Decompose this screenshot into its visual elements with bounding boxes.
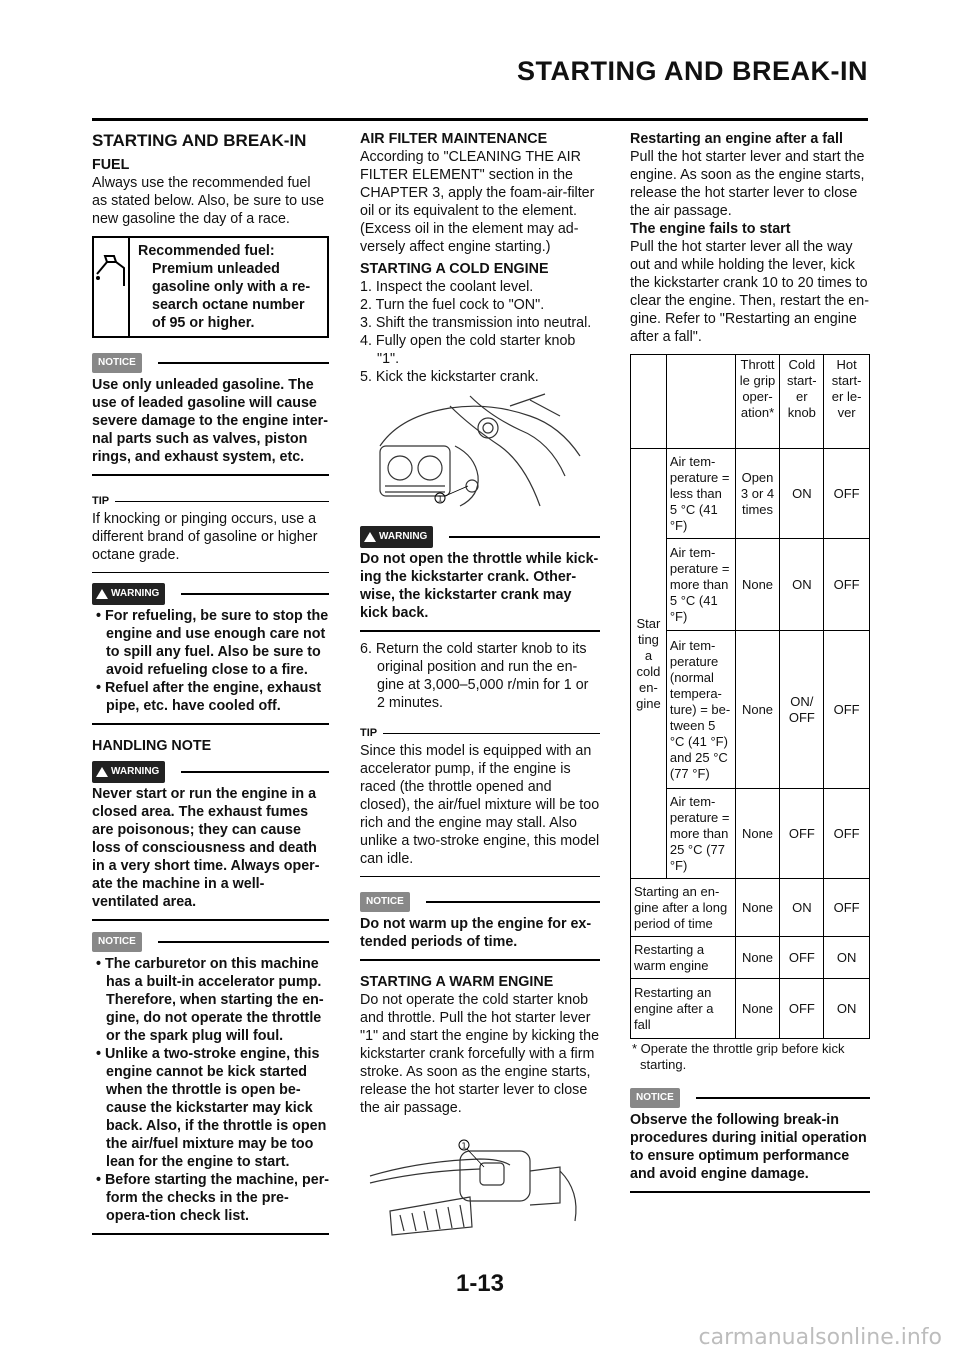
warning-label: WARNING	[111, 766, 160, 777]
warning-header	[92, 763, 329, 781]
table-cell: None	[735, 879, 780, 937]
table-cell: Air tem-perature (normal tempera-ture) = be-tween 5 °C (41 °F) and 25 °C (77 °F)	[666, 631, 735, 789]
step-item: 5. Kick the kickstarter crank.	[360, 369, 539, 385]
hot-starter-lever-figure	[360, 1131, 600, 1241]
notice-text: Use only unleaded gasoline. The use of leaded gasoline will cause severe damage to the engine inter-nal parts such as valves, piston rings, and exhaust system, etc.	[92, 377, 328, 465]
fuel-box-title: Recommended fuel:	[138, 243, 275, 259]
table-row	[631, 539, 870, 631]
warning-triangle-icon	[364, 532, 376, 542]
watermark: carmanualsonline.info	[698, 1325, 942, 1350]
table-cell: Air tem-perature = more than 5 °C (41 °F)	[666, 539, 735, 631]
table-footnote: * Operate the throttle grip before kick starting.	[632, 1041, 845, 1072]
step-item: 1. Inspect the coolant level.	[360, 279, 534, 295]
tip-text: If knocking or pinging occurs, use a different brand of gasoline or higher octane grade.	[92, 511, 318, 563]
cold-starter-knob-figure	[360, 386, 600, 516]
table-cell: OFF	[824, 539, 870, 631]
page-number: 1-13	[455, 1270, 505, 1297]
table-cell: ON	[780, 539, 824, 631]
table-cell: OFF	[780, 937, 824, 979]
table-cell: None	[735, 539, 780, 631]
tip-header	[92, 492, 329, 510]
table-cell: ON	[824, 937, 870, 979]
table-cell: ON	[780, 449, 824, 539]
warning-header	[360, 528, 600, 546]
table-cell: ON	[780, 879, 824, 937]
tip-header	[360, 724, 600, 742]
column-3	[630, 130, 870, 1193]
page-title: STARTING AND BREAK-IN	[517, 56, 868, 86]
table-header-cell: Hot start-er le-ver	[824, 355, 870, 449]
notice-label: NOTICE	[92, 932, 142, 952]
recommended-fuel-box	[92, 236, 329, 338]
column-2	[360, 130, 600, 1241]
table-cell: ON	[824, 979, 870, 1039]
fails-heading: The engine fails to start	[630, 221, 791, 237]
warning-header	[92, 585, 329, 603]
notice-header	[360, 893, 600, 911]
warning-item: • For refueling, be sure to stop the engine and use enough care not to spill any fuel. Also be sure to avoid refueling close to a fire.	[96, 608, 329, 678]
fuel-text: Always use the recommended fuel as stated below. Also, be sure to use new gasoline the day of a race.	[92, 175, 325, 227]
warning-label: WARNING	[111, 588, 160, 599]
table-cell: None	[735, 979, 780, 1039]
notice-text: Do not warm up the engine for ex-tended periods of time.	[360, 916, 592, 950]
warm-engine-text: Do not operate the cold starter knob and throttle. Pull the hot starter lever "1" and start the engine by kicking the kickstarter crank forcefully with a firm stroke. As soon as the engine starts, release the hot starter lever to close the air passage.	[360, 992, 600, 1116]
table-header-cell: Thrott le grip oper-ation*	[735, 355, 780, 449]
table-header-row	[631, 355, 870, 449]
fuel-box-text	[130, 238, 327, 336]
notice-text: Observe the following break-in procedures during initial operation to ensure optimum performance and avoid engine damage.	[630, 1112, 867, 1182]
notice-label: NOTICE	[630, 1088, 680, 1108]
step-item: 4. Fully open the cold starter knob "1".	[360, 333, 576, 367]
table-row	[631, 631, 870, 789]
table-cell: None	[735, 937, 780, 979]
header-rule	[92, 118, 868, 121]
tip-text: Since this model is equipped with an accelerator pump, if the engine is raced (the throttle opened and closed), the air/fuel mixture will be too rich and the engine may stall. Also unlike a two-stroke engine, this model can idle.	[360, 743, 600, 867]
table-cell: None	[735, 631, 780, 789]
warning-triangle-icon	[96, 767, 108, 777]
notice-label: NOTICE	[360, 892, 410, 912]
table-cell: OFF	[780, 979, 824, 1039]
table-cell: Air tem-perature = less than 5 °C (41 °F)	[666, 449, 735, 539]
table-cell: OFF	[824, 631, 870, 789]
table-cell: Open 3 or 4 times	[735, 449, 780, 539]
table-cell: Air tem-perature = more than 25 °C (77 °F)	[666, 789, 735, 879]
warning-text: Do not open the throttle while kick-ing the kickstarter crank. Other-wise, the kickstarter crank may kick back.	[360, 551, 599, 621]
table-row	[631, 449, 870, 539]
warning-item: • Refuel after the engine, exhaust pipe, etc. have cooled off.	[96, 680, 322, 714]
section-title: STARTING AND BREAK-IN	[92, 131, 307, 150]
cold-engine-heading: STARTING A COLD ENGINE	[360, 261, 549, 277]
restart-text: Pull the hot starter lever and start the engine. As soon as the engine starts, release the hot starter lever to close the air passage.	[630, 149, 865, 219]
air-filter-heading: AIR FILTER MAINTENANCE	[360, 131, 548, 147]
handling-heading: HANDLING NOTE	[92, 738, 212, 754]
table-row	[631, 879, 870, 937]
notice-label: NOTICE	[92, 353, 142, 373]
table-cell: OFF	[824, 879, 870, 937]
notice-header	[92, 933, 329, 951]
table-cell: OFF	[824, 449, 870, 539]
warning-text: Never start or run the engine in a closed area. The exhaust fumes are poisonous; they can cause loss of consciousness and death in a very short time. Always oper-ate the machine in a well-ventilated area.	[92, 786, 320, 910]
notice-item: • Unlike a two-stroke engine, this engine cannot be kick started when the throttle is open be-cause the kickstarter may kick back. Also, if the throttle is open the air/fuel mixture may be too lean for the engine to start.	[96, 1046, 327, 1170]
table-row	[631, 937, 870, 979]
fuel-box-body: Premium unleaded gasoline only with a re-search octane number of 95 or higher.	[152, 261, 311, 331]
notice-item: • The carburetor on this machine has a built-in accelerator pump. Therefore, when starting the en-gine, do not operate the throttle or the spark plug will foul.	[96, 956, 324, 1044]
notice-item: • Before starting the machine, per-form the checks in the pre-opera-tion check list.	[96, 1172, 330, 1224]
fails-text: Pull the hot starter lever all the way out and while holding the lever, kick the kickstarter crank 10 to 20 times to clear the engine. Then, restart the en-gine. Refer to "Restarting an engine after a fall".	[630, 239, 869, 345]
restart-heading: Restarting an engine after a fall	[630, 131, 843, 147]
table-header-cell: Cold start-er knob	[780, 355, 824, 449]
step-item: 6. Return the cold starter knob to its original position and run the en-gine at 3,000–5,000 r/min for 1 or 2 minutes.	[360, 641, 589, 711]
step-item: 2. Turn the fuel cock to "ON".	[360, 297, 545, 313]
tip-label: TIP	[360, 727, 378, 739]
table-cell: Starting an en-gine after a long period of time	[631, 879, 736, 937]
warm-engine-heading: STARTING A WARM ENGINE	[360, 974, 554, 990]
figure-callout: 1	[437, 494, 443, 504]
table-cell: ON/ OFF	[780, 631, 824, 789]
table-cell: OFF	[824, 789, 870, 879]
warning-label: WARNING	[379, 531, 428, 542]
tip-label: TIP	[92, 495, 110, 507]
fuel-pump-icon	[94, 238, 130, 336]
starting-table	[630, 354, 870, 1039]
column-1	[92, 130, 329, 1235]
table-row	[631, 979, 870, 1039]
table-cell: Restarting an engine after a fall	[631, 979, 736, 1039]
notice-header	[630, 1089, 870, 1107]
table-cell: OFF	[780, 789, 824, 879]
figure-callout: 1	[461, 1141, 467, 1151]
step-item: 3. Shift the transmission into neutral.	[360, 315, 592, 331]
table-group-label: Star ting a cold en-gine	[631, 449, 667, 879]
table-cell: Restarting a warm engine	[631, 937, 736, 979]
air-filter-text: According to "CLEANING THE AIR FILTER ELEMENT" section in the CHAPTER 3, apply the foam-air-filter oil or its equivalent to the element. (Excess oil in the element may ad-versely affect engine starting.)	[360, 149, 595, 255]
warning-triangle-icon	[96, 589, 108, 599]
fuel-heading: FUEL	[92, 157, 130, 173]
table-row	[631, 789, 870, 879]
table-cell: None	[735, 789, 780, 879]
cold-engine-steps	[360, 278, 600, 386]
notice-header	[92, 354, 329, 372]
